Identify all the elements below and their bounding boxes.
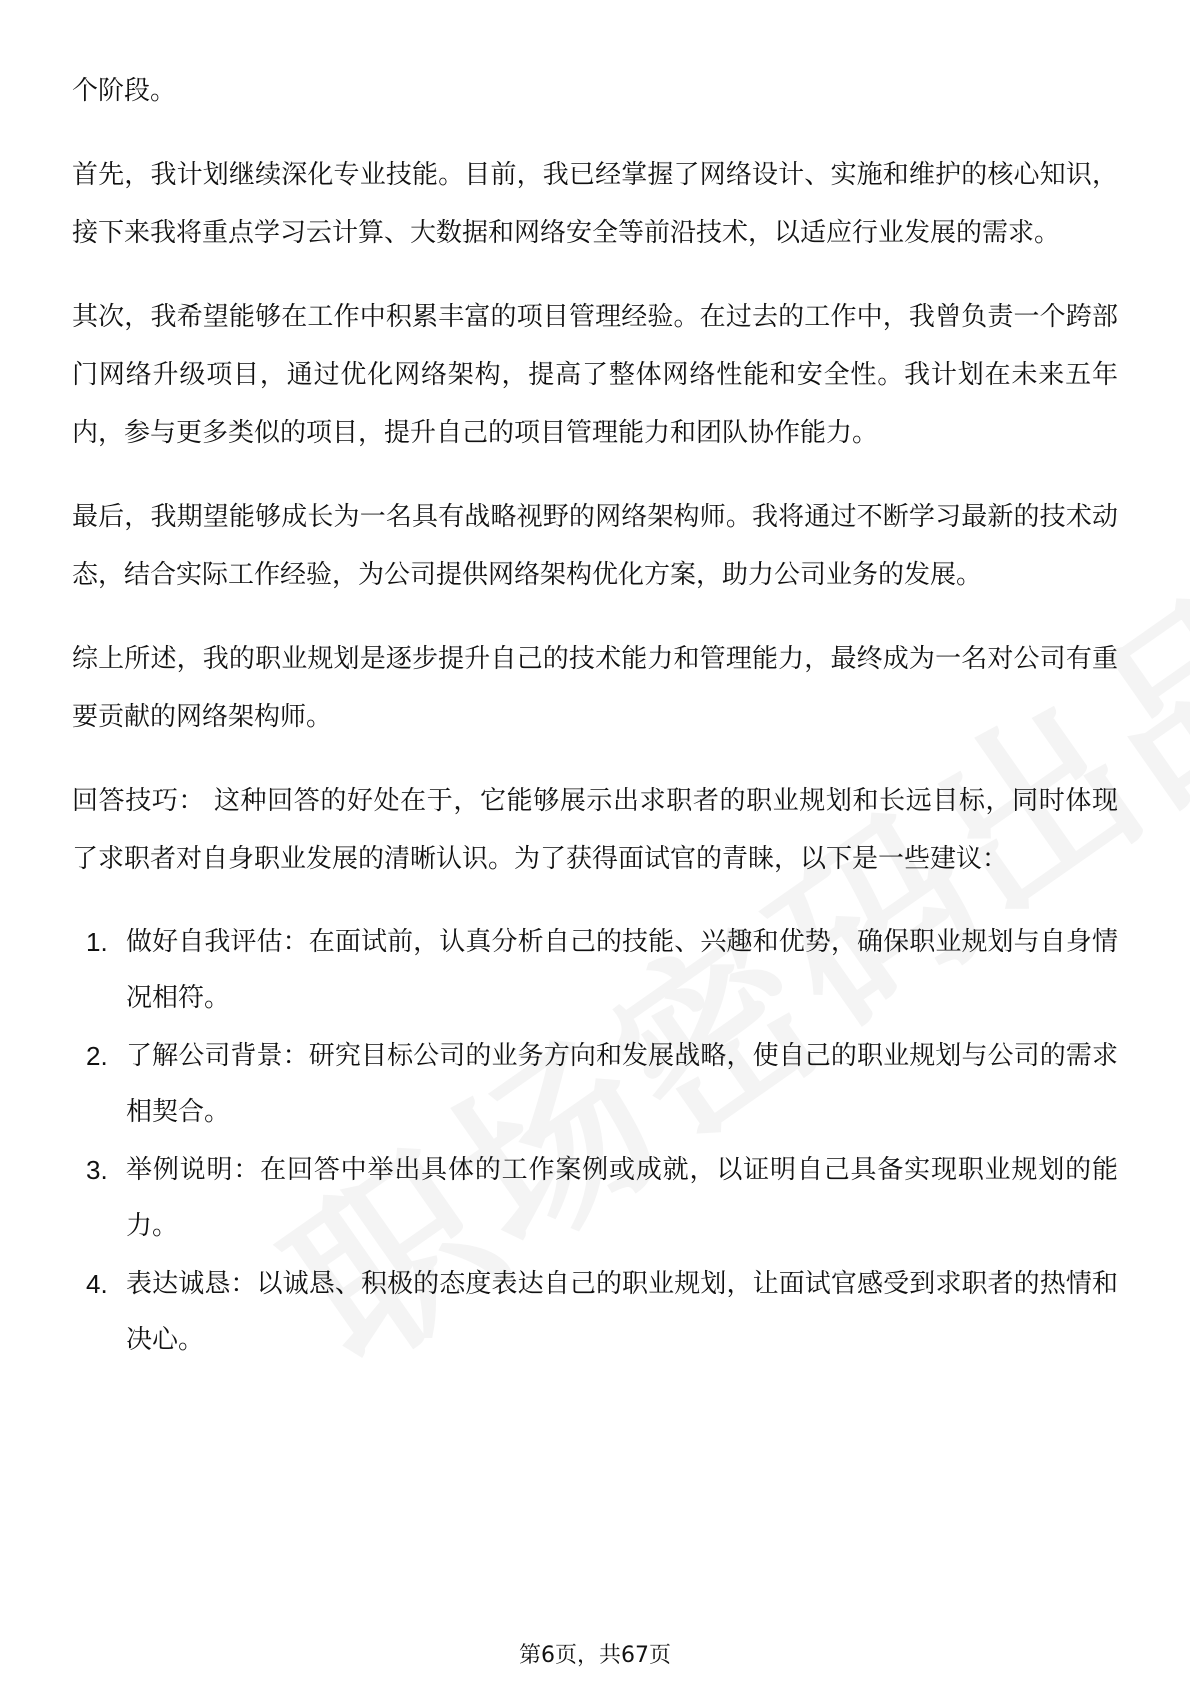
list-item-text: 了解公司背景：研究目标公司的业务方向和发展战略，使自己的职业规划与公司的需求相契合。 [126,1041,1118,1127]
list-item [72,914,1118,1026]
paragraph-continuation: 个阶段。 [72,76,177,106]
list-item-text: 举例说明：在回答中举出具体的工作案例或成就，以证明自己具备实现职业规划的能力。 [126,1155,1118,1241]
list-item-text: 表达诚恳：以诚恳、积极的态度表达自己的职业规划，让面试官感受到求职者的热情和决心。 [126,1269,1118,1355]
page-content [72,62,1118,1370]
list-item [72,1256,1118,1368]
page-number-footer: 第6页，共67页 [519,1643,671,1668]
list-item [72,1142,1118,1254]
paragraph-skills: 首先，我计划继续深化专业技能。目前，我已经掌握了网络设计、实施和维护的核心知识，接下来我将重点学习云计算、大数据和网络安全等前沿技术，以适应行业发展的需求。 [72,160,1118,248]
list-item [72,1028,1118,1140]
tips-list [72,914,1118,1368]
paragraph-answer-tips: 回答技巧： 这种回答的好处在于，它能够展示出求职者的职业规划和长远目标，同时体现了求职者对自身职业发展的清晰认识。为了获得面试官的青睐，以下是一些建议： [72,786,1118,874]
list-item-number: 3. [86,1155,108,1185]
paragraph-summary: 综上所述，我的职业规划是逐步提升自己的技术能力和管理能力，最终成为一名对公司有重要贡献的网络架构师。 [72,644,1118,732]
list-item-number: 1. [86,927,108,957]
list-item-text: 做好自我评估：在面试前，认真分析自己的技能、兴趣和优势，确保职业规划与自身情况相符。 [126,927,1118,1013]
paragraph-project-management: 其次，我希望能够在工作中积累丰富的项目管理经验。在过去的工作中，我曾负责一个跨部门网络升级项目，通过优化网络架构，提高了整体网络性能和安全性。我计划在未来五年内，参与更多类似的项目，提升自己的项目管理能力和团队协作能力。 [72,302,1118,448]
list-item-number: 2. [86,1041,108,1071]
paragraph-architect-goal: 最后，我期望能够成长为一名具有战略视野的网络架构师。我将通过不断学习最新的技术动态，结合实际工作经验，为公司提供网络架构优化方案，助力公司业务的发展。 [72,502,1118,590]
list-item-number: 4. [86,1269,108,1299]
